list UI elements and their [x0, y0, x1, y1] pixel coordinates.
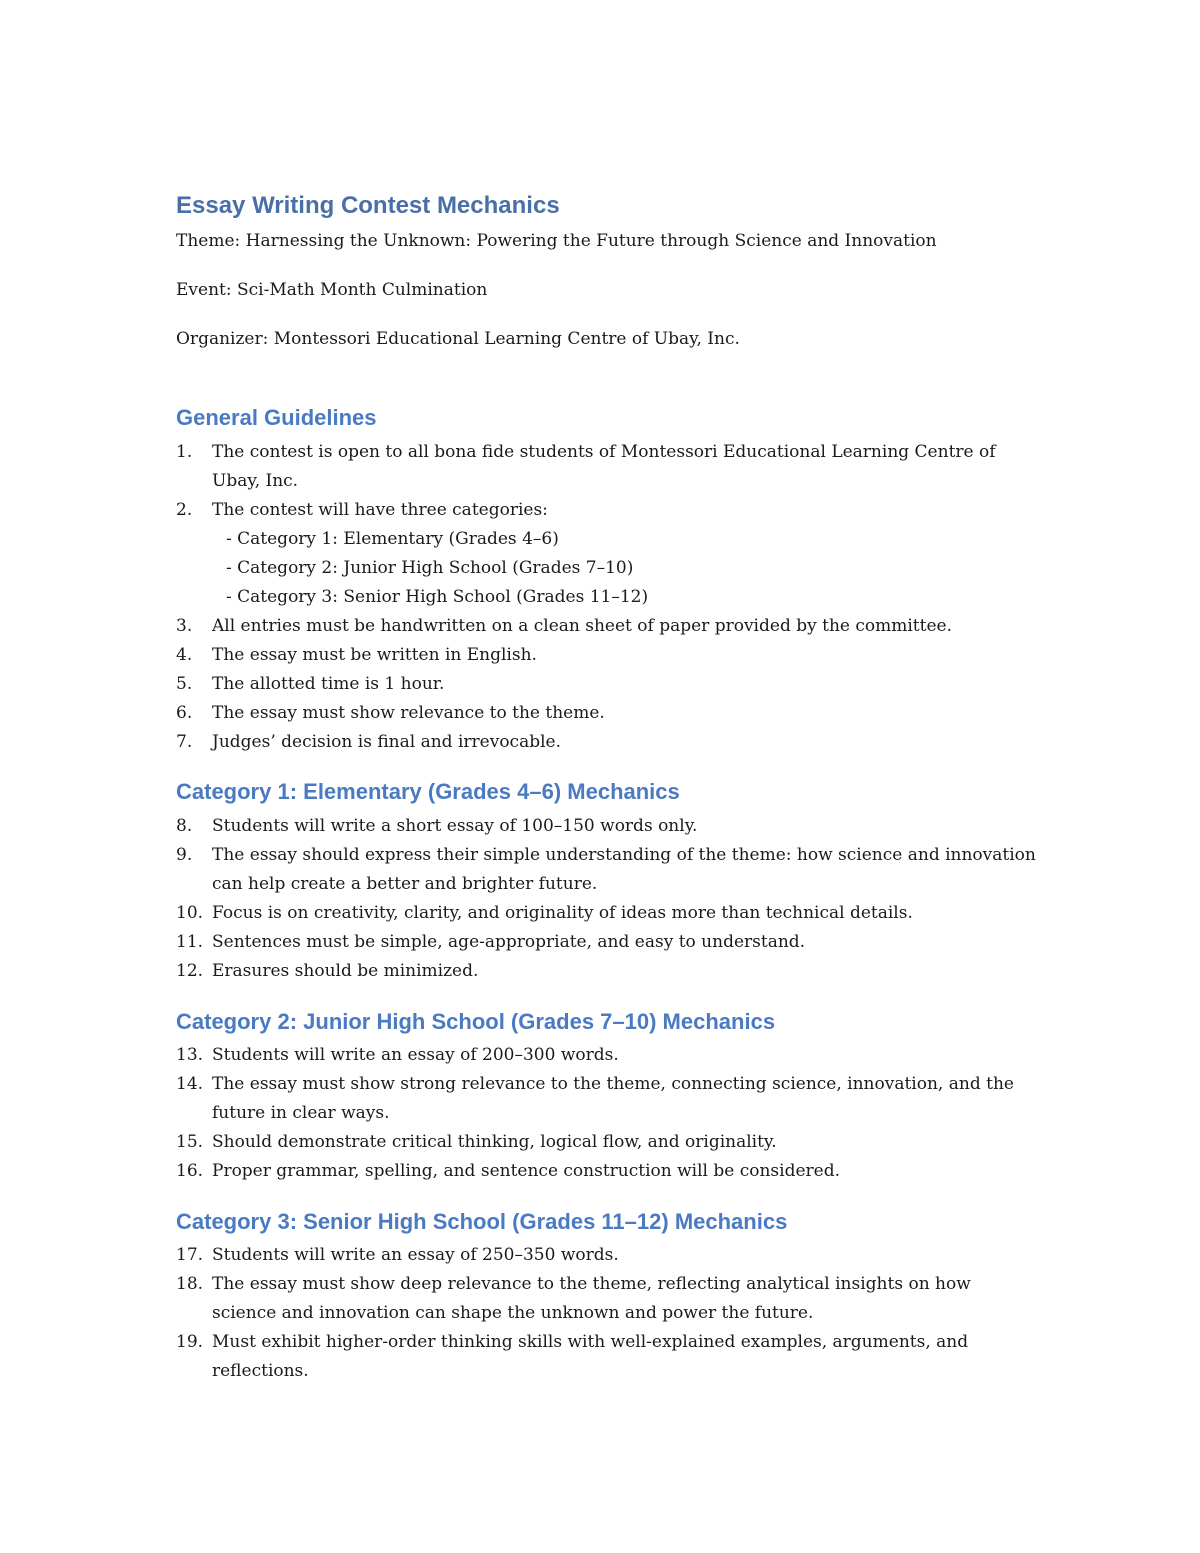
list-item — [176, 957, 1036, 986]
item-number: 3. — [176, 616, 193, 636]
list-item — [176, 1041, 1036, 1070]
list-item — [176, 899, 1036, 928]
item-number: 9. — [176, 845, 193, 865]
list-item — [176, 928, 1036, 957]
item-number: 16. — [176, 1161, 204, 1181]
list-item — [176, 728, 1036, 757]
item-text: Students will write a short essay of 100–150 words only. — [212, 816, 698, 836]
item-number: 18. — [176, 1274, 204, 1294]
category-1-list — [176, 812, 1036, 986]
item-number: 1. — [176, 442, 193, 462]
item-text: The allotted time is 1 hour. — [212, 674, 445, 694]
item-number: 7. — [176, 732, 193, 752]
item-number: 14. — [176, 1074, 204, 1094]
list-item — [176, 1070, 1036, 1128]
item-text: Must exhibit higher-order thinking skills with well-explained examples, arguments, and reflections. — [212, 1332, 969, 1381]
item-text: All entries must be handwritten on a clean sheet of paper provided by the committee. — [212, 616, 952, 636]
list-item — [176, 1128, 1036, 1157]
list-item — [176, 841, 1036, 899]
item-text: The essay must show strong relevance to the theme, connecting science, innovation, and the future in clear ways. — [212, 1074, 1014, 1123]
list-item — [176, 641, 1036, 670]
theme-line: Theme: Harnessing the Unknown: Powering the Future through Science and Innovation — [176, 231, 937, 251]
item-number: 6. — [176, 703, 193, 723]
list-item — [176, 812, 1036, 841]
item-number: 8. — [176, 816, 193, 836]
item-number: 11. — [176, 932, 204, 952]
category-2-list — [176, 1041, 1036, 1186]
item-number: 2. — [176, 500, 193, 520]
list-item — [176, 1328, 1036, 1386]
item-text: The essay must show relevance to the theme. — [212, 703, 605, 723]
item-text: Focus is on creativity, clarity, and originality of ideas more than technical details. — [212, 903, 913, 923]
item-text: Proper grammar, spelling, and sentence construction will be considered. — [212, 1161, 841, 1181]
item-number: 4. — [176, 645, 193, 665]
general-guidelines-heading: General Guidelines — [176, 405, 377, 430]
item-number: 19. — [176, 1332, 204, 1352]
list-item — [176, 612, 1036, 641]
item-number: 13. — [176, 1045, 204, 1065]
list-item — [176, 496, 1036, 612]
item-text: Students will write an essay of 200–300 words. — [212, 1045, 619, 1065]
item-number: 17. — [176, 1245, 204, 1265]
item-text: Students will write an essay of 250–350 words. — [212, 1245, 619, 1265]
list-item — [176, 699, 1036, 728]
item-number: 5. — [176, 674, 193, 694]
item-text: Should demonstrate critical thinking, logical flow, and originality. — [212, 1132, 777, 1152]
event-line: Event: Sci-Math Month Culmination — [176, 280, 488, 300]
list-item — [176, 1241, 1036, 1270]
list-item — [176, 1157, 1036, 1186]
category-sub-item: - Category 2: Junior High School (Grades 7–10) — [226, 558, 634, 578]
list-item — [176, 1270, 1036, 1328]
list-item — [176, 670, 1036, 699]
category-2-heading: Category 2: Junior High School (Grades 7–10) Mechanics — [176, 1009, 776, 1034]
item-number: 10. — [176, 903, 204, 923]
item-text: The essay should express their simple understanding of the theme: how science and innovation can help create a better and brighter future. — [212, 845, 1036, 894]
item-text: The essay must show deep relevance to the theme, reflecting analytical insights on how science and innovation can shape the unknown and power the future. — [212, 1274, 971, 1323]
category-sub-item: - Category 3: Senior High School (Grades 11–12) — [226, 587, 649, 607]
organizer-line: Organizer: Montessori Educational Learning Centre of Ubay, Inc. — [176, 329, 740, 349]
general-guidelines-list — [176, 438, 1036, 757]
item-text: Judges’ decision is final and irrevocable. — [212, 732, 561, 752]
item-text: The contest will have three categories: — [212, 500, 548, 520]
category-1-heading: Category 1: Elementary (Grades 4–6) Mechanics — [176, 779, 680, 804]
item-text: Sentences must be simple, age-appropriate, and easy to understand. — [212, 932, 806, 952]
category-3-heading: Category 3: Senior High School (Grades 11–12) Mechanics — [176, 1209, 788, 1234]
list-item — [176, 438, 1036, 496]
item-number: 12. — [176, 961, 204, 981]
document-title: Essay Writing Contest Mechanics — [176, 192, 560, 219]
category-3-list — [176, 1241, 1036, 1386]
item-text: The essay must be written in English. — [212, 645, 537, 665]
category-sub-item: - Category 1: Elementary (Grades 4–6) — [226, 529, 559, 549]
item-number: 15. — [176, 1132, 204, 1152]
item-text: The contest is open to all bona fide students of Montessori Educational Learning Centre of Ubay, Inc. — [212, 442, 996, 491]
item-text: Erasures should be minimized. — [212, 961, 479, 981]
